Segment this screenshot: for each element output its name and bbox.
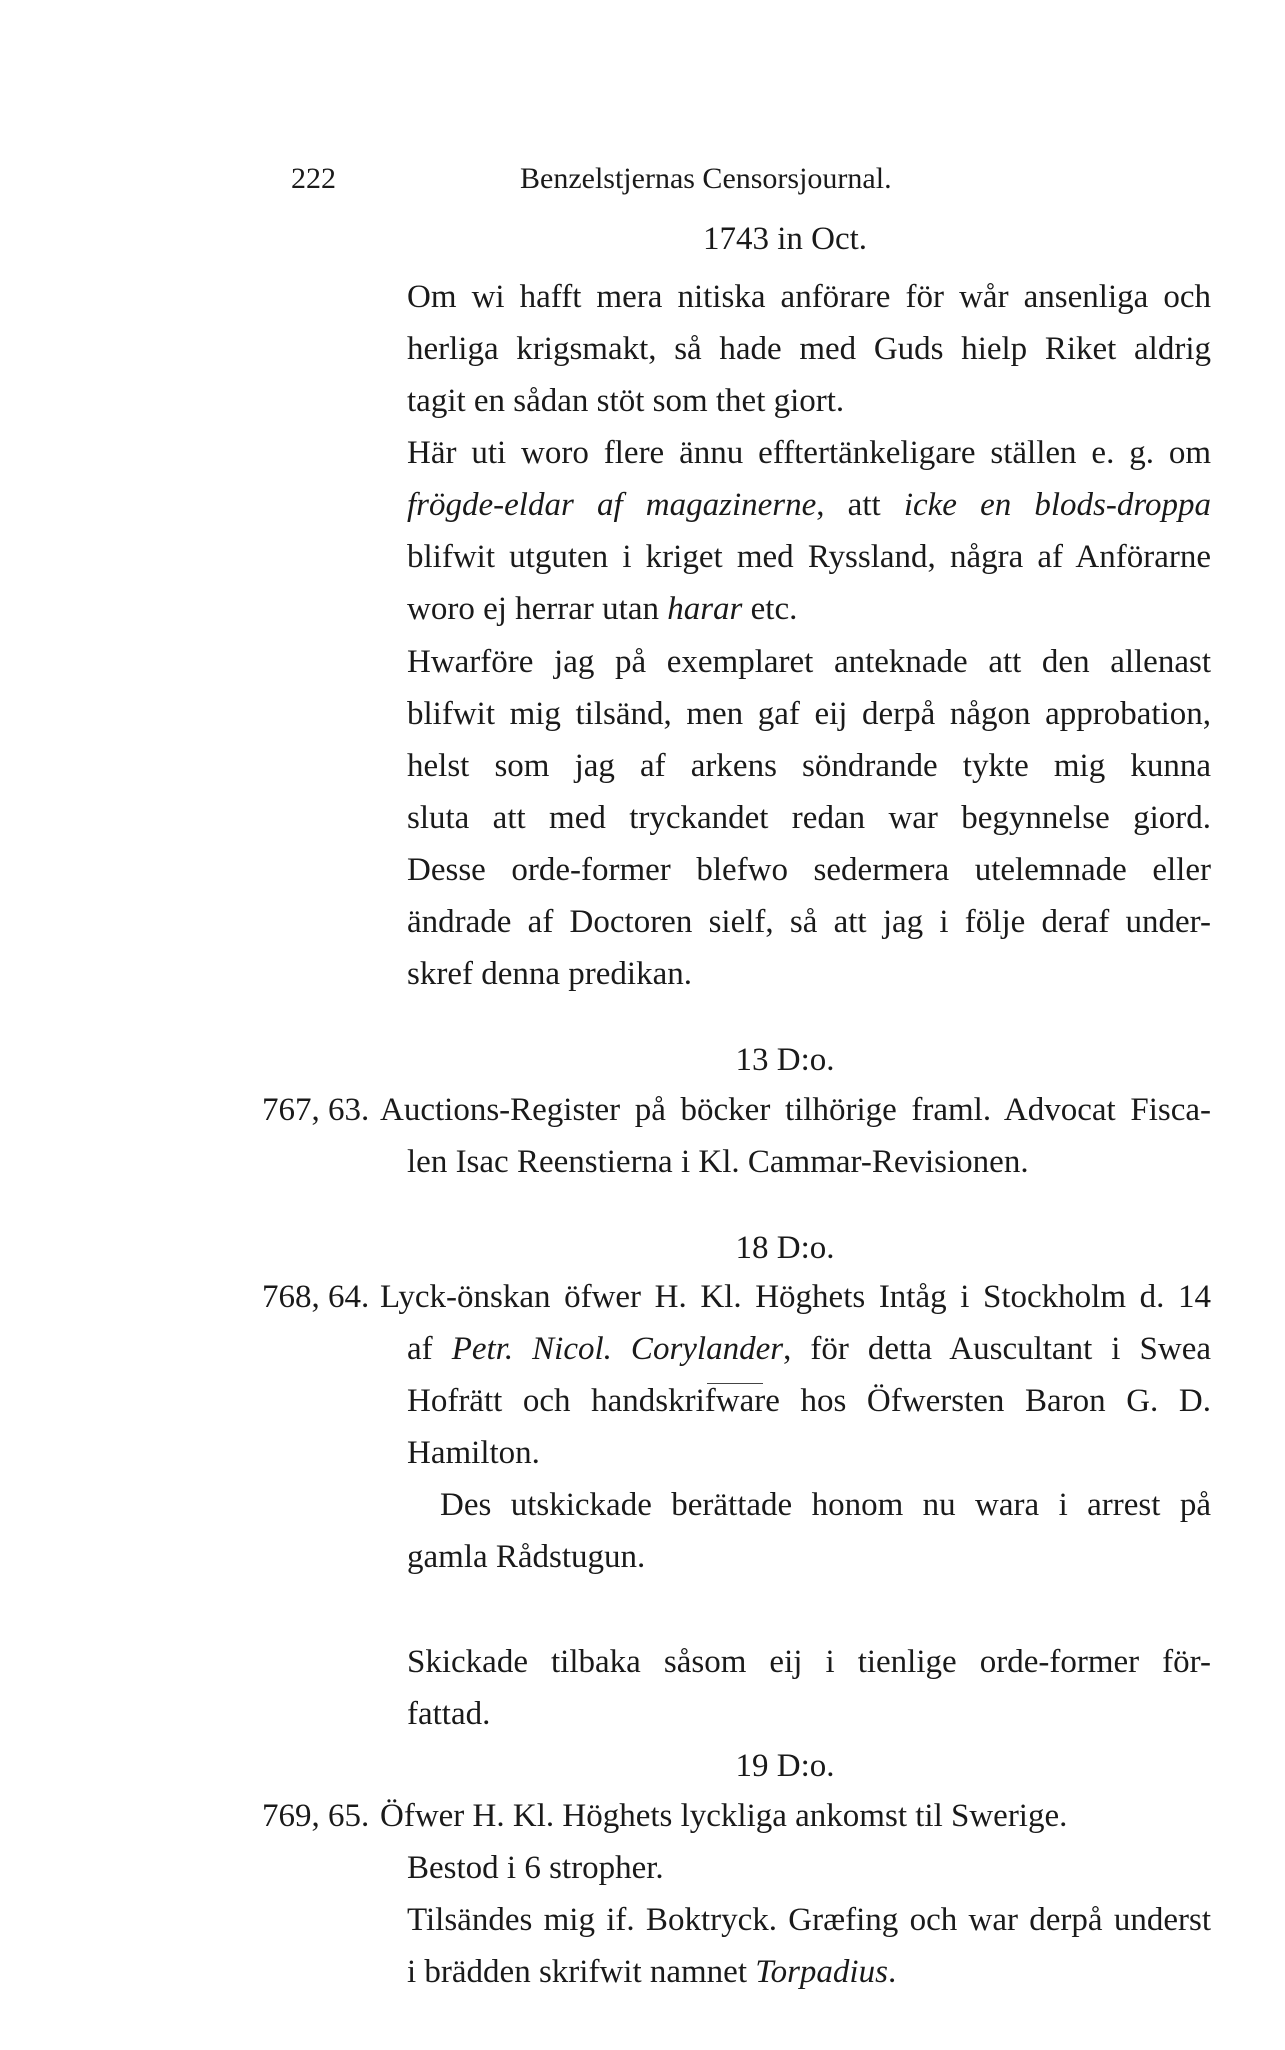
italic-phrase: Torpadius: [755, 1954, 888, 1990]
text-span: woro ej herrar utan: [407, 591, 668, 627]
text-line: Hamilton.: [407, 1435, 540, 1471]
entry-number: 769, 65.: [262, 1798, 370, 1834]
text-line: Tilsändes mig if. Boktryck. Græfing och war derpå underst: [407, 1902, 1211, 1938]
text-line: blifwit mig tilsänd, men gaf eij derpå någon approbation,: [407, 696, 1211, 732]
text-line: helst som jag af arkens söndrande tykte mig kunna: [407, 748, 1211, 784]
text-line: [407, 589, 797, 629]
text-line: Skickade tilbaka såsom eij i tienlige orde-former för-: [407, 1644, 1211, 1680]
text-line: sluta att med tryckandet redan war begynnelse giord.: [407, 800, 1211, 836]
text-line: Bestod i 6 stropher.: [407, 1850, 664, 1886]
separator-rule: [707, 1383, 763, 1384]
text-span: , för detta Auscultant i Swea: [783, 1331, 1211, 1367]
entry-number: 768, 64.: [262, 1279, 370, 1315]
text-line: fattad.: [407, 1696, 491, 1732]
text-line: herliga krigsmakt, så hade med Guds hielp Riket aldrig: [407, 331, 1211, 367]
text-line: len Isac Reenstierna i Kl. Cammar-Revisionen.: [407, 1144, 1029, 1180]
text-line: [407, 1329, 1211, 1369]
text-line: Auctions-Register på böcker tilhörige framl. Advocat Fisca-: [380, 1092, 1211, 1128]
text-span: .: [887, 1954, 897, 1990]
italic-phrase: Petr. Nicol. Corylander: [451, 1331, 784, 1367]
text-span: i brädden skrifwit namnet: [407, 1954, 756, 1990]
text-line: ändrade af Doctoren sielf, så att jag i följe deraf under-: [407, 904, 1211, 940]
text-line: skref denna predikan.: [407, 956, 692, 992]
text-span: af: [407, 1331, 452, 1367]
text-span: etc.: [742, 591, 798, 627]
text-line: blifwit utguten i kriget med Ryssland, några af Anförarne: [407, 539, 1211, 575]
text-line: Här uti woro flere ännu efftertänkeligare ställen e. g. om: [407, 435, 1211, 471]
date-heading: 18 D:o.: [735, 1230, 835, 1266]
text-span: , att: [816, 487, 904, 523]
text-line: Om wi hafft mera nitiska anförare för wår ansenliga och: [407, 279, 1211, 315]
text-line: [407, 1952, 896, 1992]
text-line: [407, 485, 1211, 525]
text-line: Hofrätt och handskrifware hos Öfwersten Baron G. D.: [407, 1383, 1211, 1419]
text-line: gamla Rådstugun.: [407, 1539, 646, 1575]
page-number: 222: [291, 162, 336, 195]
text-line: tagit en sådan stöt som thet giort.: [407, 383, 845, 419]
entry-number: 767, 63.: [262, 1092, 370, 1128]
date-heading: 1743 in Oct.: [702, 221, 868, 257]
italic-phrase: icke en blods-droppa: [903, 487, 1211, 523]
running-title: Benzelstjernas Censorsjournal.: [520, 162, 892, 195]
italic-phrase: frögde-eldar af magazinerne: [407, 487, 817, 523]
text-line: Hwarföre jag på exemplaret anteknade att den allenast: [407, 644, 1211, 680]
date-heading: 19 D:o.: [735, 1748, 835, 1784]
text-line: Lyck-önskan öfwer H. Kl. Höghets Intåg i Stockholm d. 14: [380, 1279, 1211, 1315]
text-line: Desse orde-former blefwo sedermera utelemnade eller: [407, 852, 1211, 888]
italic-phrase: harar: [667, 591, 743, 627]
text-line: Öfwer H. Kl. Höghets lyckliga ankomst til Swerige.: [380, 1798, 1068, 1834]
date-heading: 13 D:o.: [735, 1042, 835, 1078]
text-line: Des utskickade berättade honom nu wara i arrest på: [440, 1487, 1211, 1523]
